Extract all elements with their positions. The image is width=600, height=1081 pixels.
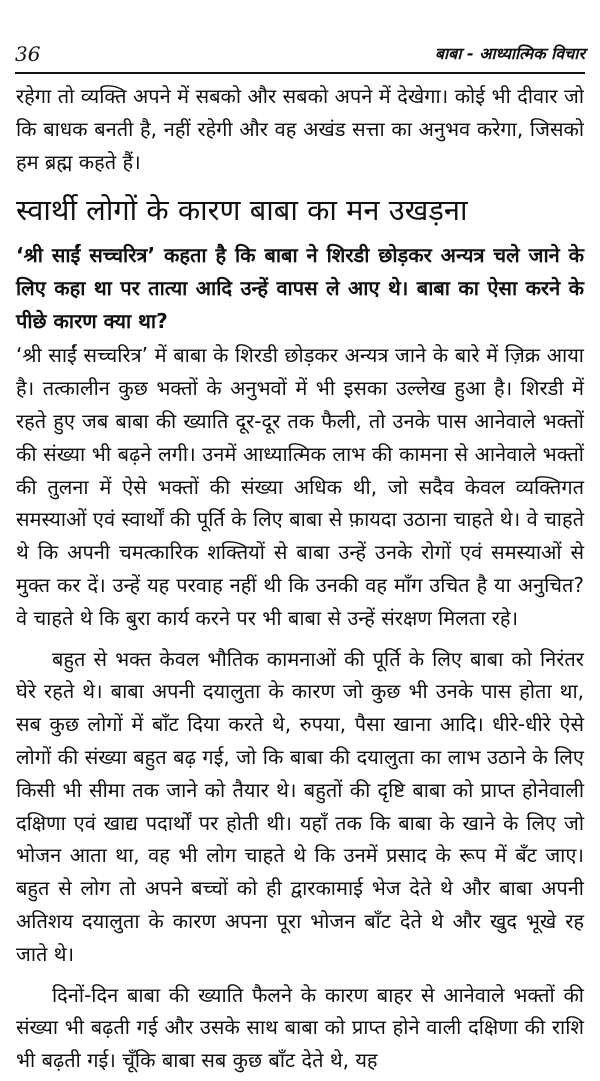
question-text: ‘श्री साईं सच्चरित्र’ कहता है कि बाबा ने शिरडी छोड़कर अन्यत्र चले जाने के लिए कहा था पर तात्या आदि उन्हें वापस ले आए थे। बाबा का ऐसा करने के पीछे कारण क्या था?	[16, 243, 584, 333]
running-title: बाबा - आध्यात्मिक विचार	[434, 44, 585, 63]
answer-paragraph-1: ‘श्री साईं सच्चरित्र’ में बाबा के शिरडी छोड़कर अन्यत्र जाने के बारे में ज़िक्र आया है। तत्कालीन कुछ भक्तों के अनुभवों में भी इसका उल्लेख हुआ है। शिरडी में रहते हुए जब बाबा की ख्याति दूर-दूर तक फैली, तो उनके पास आनेवाले भक्तों की संख्या भी बढ़ने लगी। उनमें आध्यात्मिक लाभ की कामना से आनेवाले भक्तों की तुलना में ऐसे भक्तों की संख्या अधिक थी, जो सदैव केवल व्यक्तिगत समस्याओं एवं स्वार्थों की पूर्ति के लिए बाबा से फ़ायदा उठाना चाहते थे। वे चाहते थे कि अपनी चमत्कारिक शक्तियों से बाबा उन्हें उनके रोगों एवं समस्याओं से मुक्त कर दें। उन्हें यह परवाह नहीं थी कि उनकी वह माँग उचित है या अनुचित? वे चाहते थे कि बुरा कार्य करने पर भी बाबा से उन्हें संरक्षण मिलता रहे।	[16, 343, 584, 630]
answer-paragraph-2: बहुत से भक्त केवल भौतिक कामनाओं की पूर्ति के लिए बाबा को निरंतर घेरे रहते थे। बाबा अपनी दयालुता के कारण जो कुछ भी उनके पास होता था, सब कुछ लोगों में बाँट दिया करते थे, रुपया, पैसा खाना आदि। धीरे-धीरे ऐसे लोगों की संख्या बहुत बढ़ गई, जो कि बाबा की दयालुता का लाभ उठाने के लिए किसी भी सीमा तक जाने को तैयार थे। बहुतों की दृष्टि बाबा को प्राप्त होनेवाली दक्षिणा एवं खाद्य पदार्थों पर होती थी। यहाँ तक कि बाबा के खाने के लिए जो भोजन आता था, वह भी लोग चाहते थे कि उनमें प्रसाद के रूप में बँट जाए। बहुत से लोग तो अपने बच्चों को ही द्वारकामाई भेज देते थे और बाबा अपनी अतिशय दयालुता के कारण अपना पूरा भोजन बाँट देते थे और खुद भूखे रह जाते थे।	[16, 646, 584, 966]
page-header	[15, 40, 585, 70]
opening-paragraph: रहेगा तो व्यक्ति अपने में सबको और सबको अपने में देखेगा। कोई भी दीवार जो कि बाधक बनती है, नहीं रहेगी और वह अखंड सत्ता का अनुभव करेगा, जिसको हम ब्रह्म कहते हैं।	[16, 84, 584, 174]
section-heading: स्वार्थी लोगों के कारण बाबा का मन उखड़ना	[16, 193, 468, 227]
header-divider	[15, 72, 585, 74]
answer-paragraph-3: दिनों-दिन बाबा की ख्याति फैलने के कारण बाहर से आनेवाले भक्तों की संख्या भी बढ़ती गई और उसके साथ बाबा को प्राप्त होने वाली दक्षिणा की राशि भी बढ़ती गई। चूँकि बाबा सब कुछ बाँट देते थे, यह	[16, 982, 584, 1073]
page-body	[16, 80, 584, 1077]
page-number: 36	[15, 42, 41, 66]
